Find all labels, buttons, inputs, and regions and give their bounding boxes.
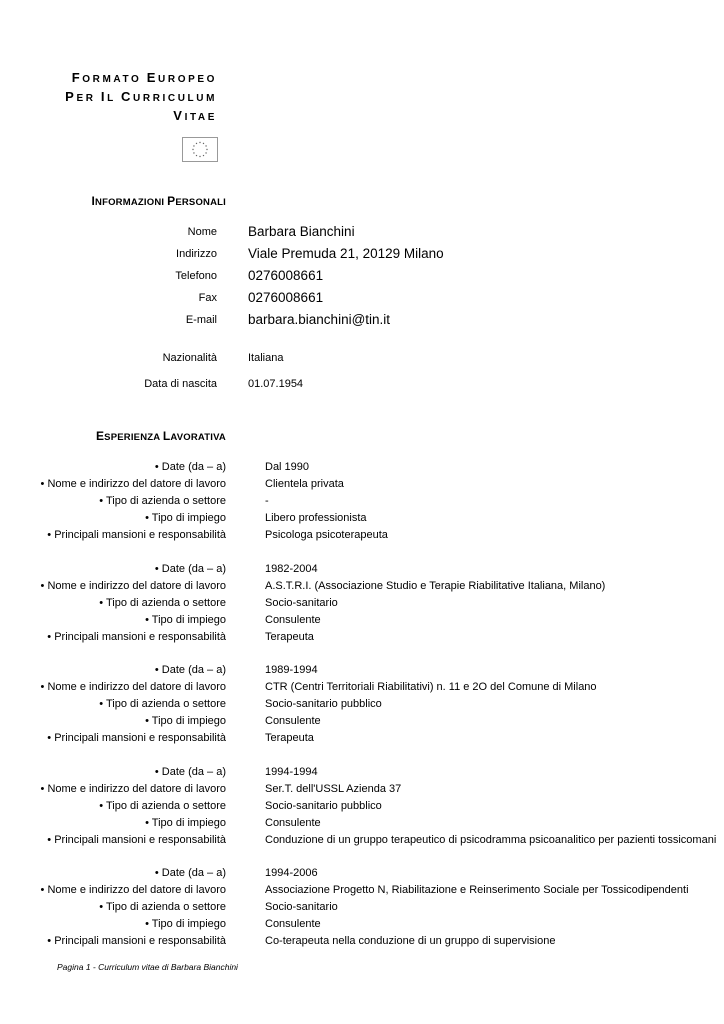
page-footer: Pagina 1 - Curriculum vitae di Barbara Bianchini bbox=[57, 962, 238, 972]
job-5-label-sector: • Tipo di azienda o settore bbox=[99, 901, 226, 913]
cv-title-line-1 bbox=[72, 70, 217, 85]
label-telefono: Telefono bbox=[175, 270, 217, 282]
eu-star-icon bbox=[196, 143, 197, 144]
job-3-label-job-type: • Tipo di impiego bbox=[145, 715, 226, 727]
job-1-label-duties: • Principali mansioni e responsabilità bbox=[47, 529, 226, 541]
job-3-label-employer: • Nome e indirizzo del datore di lavoro bbox=[40, 681, 226, 693]
value-data-nascita: 01.07.1954 bbox=[248, 378, 304, 390]
job-5-value-job-type: Consulente bbox=[265, 918, 321, 930]
job-3-value-job-type: Consulente bbox=[265, 715, 321, 727]
value-email: barbara.bianchini@tin.it bbox=[248, 312, 391, 327]
eu-star-icon bbox=[205, 152, 206, 153]
label-nome: Nome bbox=[187, 226, 217, 238]
label-email: E-mail bbox=[185, 314, 217, 326]
job-3-value-duties: Terapeuta bbox=[265, 732, 314, 744]
cv-title-text-2: PER IL CURRICULUM bbox=[65, 89, 217, 104]
job-2-label-duties: • Principali mansioni e responsabilità bbox=[47, 631, 226, 643]
job-4-value-duties: Conduzione di un gruppo terapeutico di psicodramma psicoanalitico per pazienti tossicomani bbox=[265, 834, 717, 846]
eu-star-icon bbox=[199, 142, 200, 143]
cv-title-line-3 bbox=[173, 108, 217, 123]
job-4-value-job-type: Consulente bbox=[265, 817, 321, 829]
job-1-value-job-type: Libero professionista bbox=[265, 512, 367, 524]
job-3-value-date: 1989-1994 bbox=[265, 664, 318, 676]
label-data-nascita: Data di nascita bbox=[144, 378, 217, 390]
eu-star-icon bbox=[203, 143, 204, 144]
eu-star-icon bbox=[206, 149, 207, 150]
job-1-label-sector: • Tipo di azienda o settore bbox=[99, 495, 226, 507]
job-1-label-date: • Date (da – a) bbox=[154, 461, 226, 473]
value-nazionalita: Italiana bbox=[248, 352, 284, 364]
job-4-label-duties: • Principali mansioni e responsabilità bbox=[47, 834, 226, 846]
eu-star-icon bbox=[193, 152, 194, 153]
job-5-label-employer: • Nome e indirizzo del datore di lavoro bbox=[40, 884, 226, 896]
cv-title-text-1: FORMATO EUROPEO bbox=[71, 70, 217, 85]
job-1-value-date: Dal 1990 bbox=[265, 461, 310, 473]
job-5-label-date: • Date (da – a) bbox=[154, 867, 226, 879]
job-2-label-sector: • Tipo di azienda o settore bbox=[99, 597, 226, 609]
job-4-label-date: • Date (da – a) bbox=[154, 766, 226, 778]
eu-star-icon bbox=[192, 149, 193, 150]
job-1-value-sector: - bbox=[265, 495, 269, 507]
experience-heading bbox=[96, 429, 226, 443]
job-2-label-employer: • Nome e indirizzo del datore di lavoro bbox=[40, 580, 226, 592]
job-5-value-employer: Associazione Progetto N, Riabilitazione e Reinserimento Sociale per Tossicodipendenti bbox=[265, 884, 689, 896]
eu-flag-stars bbox=[183, 138, 217, 161]
label-nazionalita: Nazionalità bbox=[162, 352, 217, 364]
label-fax: Fax bbox=[198, 292, 217, 304]
job-3-label-date: • Date (da – a) bbox=[154, 664, 226, 676]
value-nome: Barbara Bianchini bbox=[248, 224, 355, 239]
experience-heading-text: ESPERIENZA LAVORATIVA bbox=[95, 429, 226, 443]
job-2-label-date: • Date (da – a) bbox=[154, 563, 226, 575]
job-5-label-job-type: • Tipo di impiego bbox=[145, 918, 226, 930]
job-5-label-duties: • Principali mansioni e responsabilità bbox=[47, 935, 226, 947]
eu-star-icon bbox=[193, 145, 194, 146]
job-2-value-date: 1982-2004 bbox=[265, 563, 318, 575]
job-3-value-employer: CTR (Centri Territoriali Riabilitativi) n. 11 e 2O del Comune di Milano bbox=[265, 681, 597, 693]
job-3-label-sector: • Tipo di azienda o settore bbox=[99, 698, 226, 710]
cv-title-line-2 bbox=[65, 89, 217, 104]
job-2-value-duties: Terapeuta bbox=[265, 631, 314, 643]
job-4-label-employer: • Nome e indirizzo del datore di lavoro bbox=[40, 783, 226, 795]
label-indirizzo: Indirizzo bbox=[176, 248, 217, 260]
job-4-label-job-type: • Tipo di impiego bbox=[145, 817, 226, 829]
job-1-value-duties: Psicologa psicoterapeuta bbox=[265, 529, 388, 541]
value-fax: 0276008661 bbox=[248, 290, 324, 305]
eu-star-icon bbox=[199, 156, 200, 157]
job-2-value-sector: Socio-sanitario bbox=[265, 597, 338, 609]
job-3-label-duties: • Principali mansioni e responsabilità bbox=[47, 732, 226, 744]
job-2-label-job-type: • Tipo di impiego bbox=[145, 614, 226, 626]
personal-info-heading-text: INFORMAZIONI PERSONALI bbox=[91, 194, 226, 208]
job-1-label-job-type: • Tipo di impiego bbox=[145, 512, 226, 524]
job-5-value-duties: Co-terapeuta nella conduzione di un gruppo di supervisione bbox=[265, 935, 556, 947]
job-2-value-job-type: Consulente bbox=[265, 614, 321, 626]
job-4-value-employer: Ser.T. dell'USSL Azienda 37 bbox=[265, 783, 402, 795]
job-2-value-employer: A.S.T.R.I. (Associazione Studio e Terapie Riabilitative Italiana, Milano) bbox=[265, 580, 606, 592]
job-1-value-employer: Clientela privata bbox=[265, 478, 344, 490]
job-3-value-sector: Socio-sanitario pubblico bbox=[265, 698, 382, 710]
job-1-label-employer: • Nome e indirizzo del datore di lavoro bbox=[40, 478, 226, 490]
eu-star-icon bbox=[205, 145, 206, 146]
eu-star-icon bbox=[203, 155, 204, 156]
job-4-value-sector: Socio-sanitario pubblico bbox=[265, 800, 382, 812]
job-5-value-date: 1994-2006 bbox=[265, 867, 318, 879]
personal-info-heading bbox=[91, 194, 226, 208]
value-indirizzo: Viale Premuda 21, 20129 Milano bbox=[248, 246, 444, 261]
eu-star-icon bbox=[196, 155, 197, 156]
job-4-value-date: 1994-1994 bbox=[265, 766, 318, 778]
value-telefono: 0276008661 bbox=[248, 268, 324, 283]
job-4-label-sector: • Tipo di azienda o settore bbox=[99, 800, 226, 812]
eu-flag-icon bbox=[182, 137, 218, 162]
cv-title-text-3: VITAE bbox=[173, 108, 217, 123]
job-5-value-sector: Socio-sanitario bbox=[265, 901, 338, 913]
